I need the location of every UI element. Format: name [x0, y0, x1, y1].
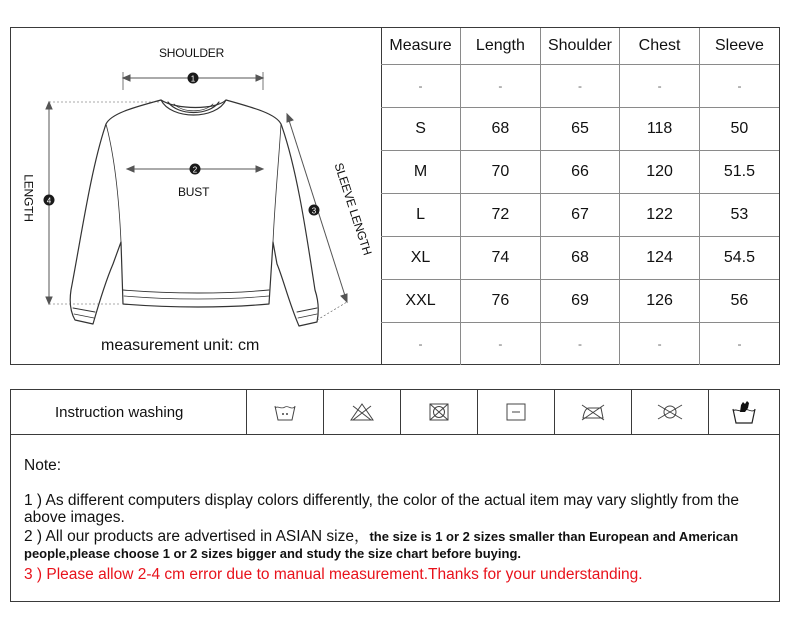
size-table — [381, 28, 779, 365]
marker-2-text: 2 — [192, 165, 198, 175]
dry-flat-cell — [478, 390, 555, 434]
no-dry-clean-icon — [655, 402, 685, 422]
table-cell: - — [620, 65, 700, 108]
note-3: 3 ) Please allow 2-4 cm error due to manual measurement.Thanks for your understanding. — [24, 566, 643, 583]
wash-30-cell — [247, 390, 324, 434]
table-cell: 50 — [699, 108, 779, 151]
no-bleach-cell — [324, 390, 401, 434]
note-2-main: 2 ) All our products are advertised in ASIAN size， — [24, 528, 370, 545]
iron-low-icon — [579, 402, 607, 422]
notes-section — [10, 434, 780, 602]
table-row — [381, 65, 779, 108]
table-cell: L — [381, 194, 461, 237]
no-tumble-dry-cell — [401, 390, 478, 434]
bust-label: BUST — [178, 185, 210, 199]
table-header-row — [381, 28, 779, 65]
table-cell: - — [620, 323, 700, 366]
table-row — [381, 151, 779, 194]
table-row — [381, 194, 779, 237]
table-cell: 51.5 — [699, 151, 779, 194]
table-cell: 118 — [620, 108, 700, 151]
header-shoulder: Shoulder — [540, 28, 620, 65]
table-row — [381, 280, 779, 323]
marker-3-text: 3 — [311, 206, 317, 216]
no-dry-clean-cell — [632, 390, 709, 434]
table-cell: 72 — [461, 194, 541, 237]
header-length: Length — [461, 28, 541, 65]
table-cell: XXL — [381, 280, 461, 323]
measurement-unit: measurement unit: cm — [101, 337, 260, 354]
table-cell: S — [381, 108, 461, 151]
table-cell: 120 — [620, 151, 700, 194]
table-cell: - — [461, 323, 541, 366]
table-cell: 68 — [461, 108, 541, 151]
washing-instructions — [10, 389, 780, 435]
table-cell: 65 — [540, 108, 620, 151]
table-cell: 53 — [699, 194, 779, 237]
no-tumble-dry-icon — [427, 402, 451, 422]
table-row — [381, 323, 779, 366]
sweater-diagram — [11, 28, 382, 364]
table-cell: 74 — [461, 237, 541, 280]
table-cell: - — [381, 323, 461, 366]
table-cell: XL — [381, 237, 461, 280]
table-row — [381, 108, 779, 151]
length-label: LENGTH — [21, 174, 36, 222]
wash-30-icon — [273, 402, 297, 422]
note-title: Note: — [24, 457, 62, 474]
washing-label: Instruction washing — [11, 390, 247, 434]
table-cell: - — [540, 65, 620, 108]
table-cell: 68 — [540, 237, 620, 280]
table-cell: 56 — [699, 280, 779, 323]
note-1: 1 ) As different computers display colors differently, the color of the actual item may vary slightly from the above images. — [24, 492, 740, 526]
table-cell: 122 — [620, 194, 700, 237]
table-cell: 70 — [461, 151, 541, 194]
table-cell: 76 — [461, 280, 541, 323]
table-cell: 54.5 — [699, 237, 779, 280]
no-bleach-icon — [349, 402, 375, 422]
table-cell: - — [381, 65, 461, 108]
header-chest: Chest — [620, 28, 700, 65]
table-cell: - — [699, 65, 779, 108]
table-cell: 66 — [540, 151, 620, 194]
header-measure: Measure — [381, 28, 461, 65]
table-row — [381, 237, 779, 280]
table-cell: 67 — [540, 194, 620, 237]
table-cell: 126 — [620, 280, 700, 323]
table-cell: 124 — [620, 237, 700, 280]
shoulder-label: SHOULDER — [159, 46, 225, 60]
table-cell: - — [461, 65, 541, 108]
table-cell: - — [699, 323, 779, 366]
table-cell: 69 — [540, 280, 620, 323]
note-2 — [24, 528, 767, 562]
hand-wash-icon — [731, 399, 757, 425]
sleeve-length-label: SLEEVE LENGTH — [331, 161, 375, 257]
size-chart — [10, 27, 780, 365]
note-2-detail: the size is 1 or 2 sizes smaller than European and American people,please choose 1 or 2 sizes bigger and study the size chart before buying. — [24, 529, 739, 561]
marker-1-text: 1 — [190, 74, 196, 84]
marker-4-text: 4 — [46, 196, 52, 206]
dry-flat-icon — [505, 402, 527, 422]
hand-wash-cell — [709, 390, 779, 434]
table-cell: - — [540, 323, 620, 366]
header-sleeve: Sleeve — [699, 28, 779, 65]
table-cell: M — [381, 151, 461, 194]
iron-low-cell — [555, 390, 632, 434]
